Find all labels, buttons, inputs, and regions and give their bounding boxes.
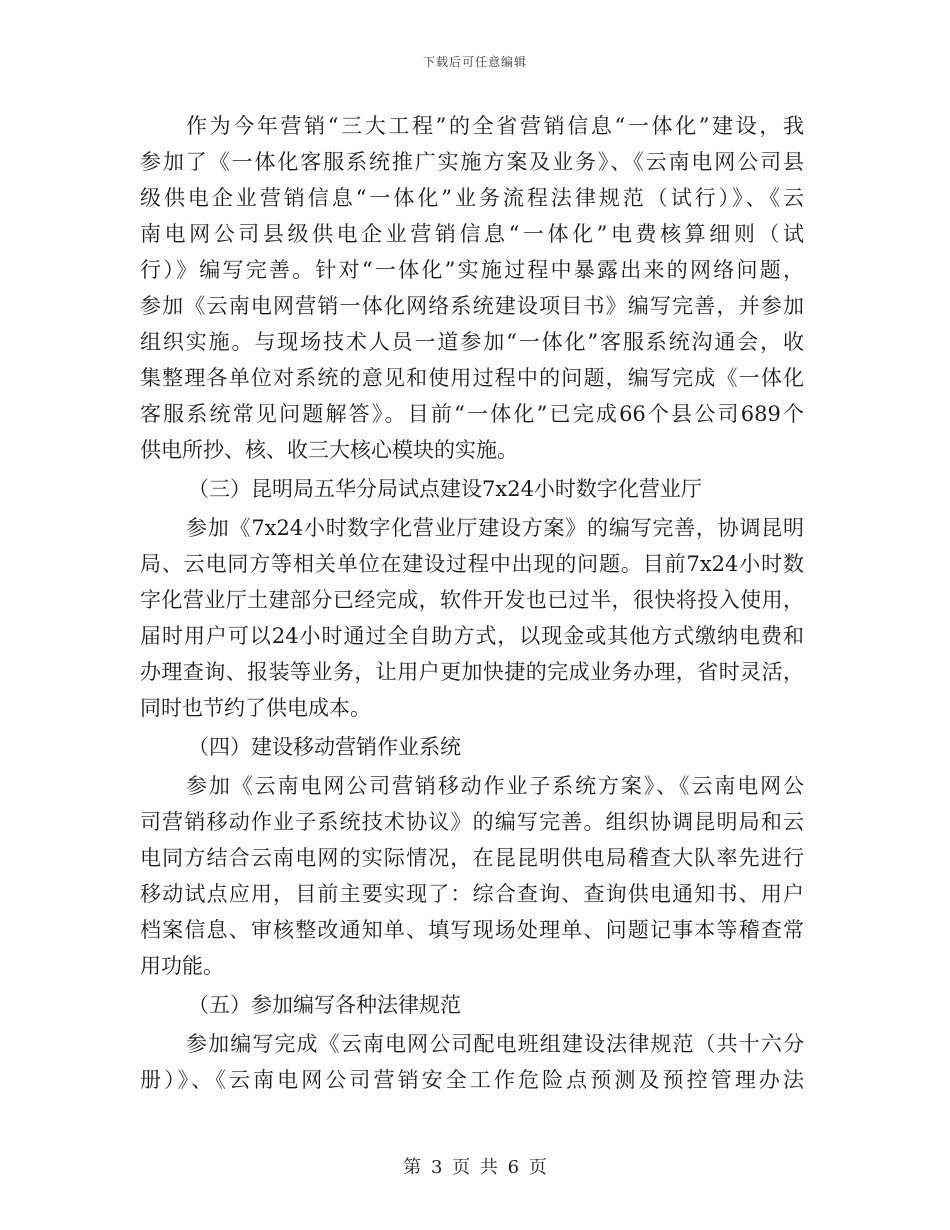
- paragraph-line: 用功能。: [140, 954, 224, 978]
- paragraph-line: 供电所抄、核、收三大核心模块的实施。: [140, 438, 518, 462]
- paragraph-line: 司营销移动作业子系统技术协议》的编写完善。组织协调昆明局和云: [140, 810, 804, 834]
- paragraph-line: 移动试点应用，目前主要实现了：综合查询、查询供电通知书、用户: [140, 882, 804, 906]
- paragraph-line: 档案信息、审核整改通知单、填写现场处理单、问题记事本等稽查常: [140, 918, 804, 942]
- paragraph-line: 参加《云南电网公司营销移动作业子系统方案》、《云南电网公: [186, 774, 804, 798]
- section-heading: （五）参加编写各种法律规范: [188, 993, 461, 1017]
- paragraph-line: 南电网公司县级供电企业营销信息“一体化”电费核算细则（试: [140, 222, 804, 246]
- paragraph-line: 集整理各单位对系统的意见和使用过程中的问题，编写完成《一体化: [140, 366, 804, 390]
- paragraph-line: 组织实施。与现场技术人员一道参加“一体化”客服系统沟通会，收: [140, 330, 804, 354]
- section-heading: （三）昆明局五华分局试点建设7x24小时数字化营业厅: [188, 477, 702, 501]
- section-heading: （四）建设移动营销作业系统: [188, 735, 461, 759]
- page-indicator: 第 3 页 共 6 页: [403, 1157, 547, 1178]
- header-note: 下载后可任意编辑: [422, 55, 527, 69]
- paragraph-line: 局、云电同方等相关单位在建设过程中出现的问题。目前7x24小时数: [140, 552, 804, 576]
- paragraph-line: 电同方结合云南电网的实际情况，在昆昆明供电局稽查大队率先进行: [140, 846, 804, 870]
- paragraph-line: 参加《7x24小时数字化营业厅建设方案》的编写完善，协调昆明: [186, 516, 804, 540]
- paragraph-line: 届时用户可以24小时通过全自助方式，以现金或其他方式缴纳电费和: [140, 624, 804, 648]
- paragraph-line: 客服系统常见问题解答》。目前“一体化”已完成66个县公司689个: [140, 402, 804, 426]
- paragraph-line: 册）》、《云南电网公司营销安全工作危险点预测及预控管理办法: [140, 1068, 804, 1092]
- paragraph-line: 参加《云南电网营销一体化网络系统建设项目书》编写完善，并参加: [140, 294, 804, 318]
- paragraph-line: 级供电企业营销信息“一体化”业务流程法律规范（试行）》、《云: [140, 186, 804, 210]
- document-body: [140, 108, 804, 1098]
- paragraph-line: 字化营业厅土建部分已经完成，软件开发也已过半，很快将投入使用，: [140, 588, 804, 612]
- paragraph-line: 作为今年营销“三大工程”的全省营销信息“一体化”建设，我: [186, 114, 804, 138]
- paragraph-line: 行）》编写完善。针对“一体化”实施过程中暴露出来的网络问题，: [140, 258, 804, 282]
- paragraph-line: 同时也节约了供电成本。: [140, 696, 371, 720]
- paragraph-line: 办理查询、报装等业务，让用户更加快捷的完成业务办理，省时灵活，: [140, 660, 804, 684]
- paragraph-line: 参加了《一体化客服系统推广实施方案及业务》、《云南电网公司县: [140, 150, 804, 174]
- paragraph-line: 参加编写完成《云南电网公司配电班组建设法律规范（共十六分: [186, 1032, 804, 1056]
